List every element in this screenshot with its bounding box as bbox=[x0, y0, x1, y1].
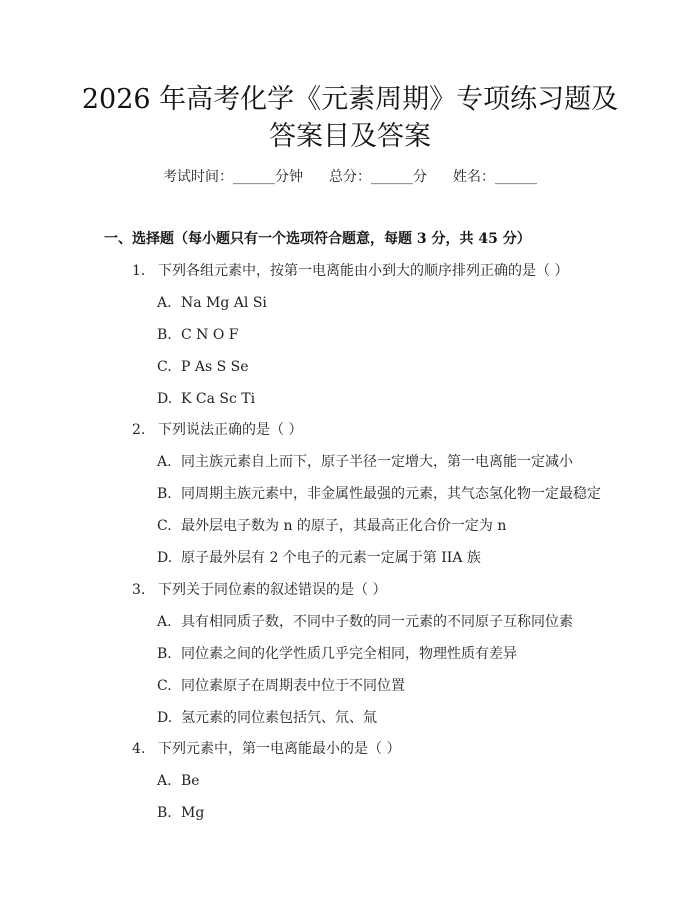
student-name-field: 姓名：______ bbox=[453, 169, 537, 185]
option-label: A. bbox=[157, 614, 172, 630]
question-stem: 下列关于同位素的叙述错误的是（ ） bbox=[158, 582, 387, 598]
option-label: B. bbox=[157, 646, 172, 662]
question-2 bbox=[132, 420, 302, 440]
option-text: K Ca Sc Ti bbox=[181, 391, 256, 407]
option-label: C. bbox=[157, 359, 172, 375]
question-stem: 下列说法正确的是（ ） bbox=[158, 422, 303, 438]
option-1d bbox=[157, 389, 255, 409]
option-label: A. bbox=[157, 454, 172, 470]
question-1 bbox=[132, 261, 568, 281]
option-text: 最外层电子数为 n 的原子，其最高正化合价一定为 n bbox=[181, 518, 507, 534]
option-text: Be bbox=[181, 773, 200, 789]
option-label: D. bbox=[157, 710, 173, 726]
option-1b bbox=[157, 325, 239, 345]
option-3c bbox=[157, 676, 405, 696]
option-label: A. bbox=[157, 773, 172, 789]
question-number: 4. bbox=[132, 741, 146, 757]
question-4 bbox=[132, 739, 400, 759]
option-text: 原子最外层有 2 个电子的元素一定属于第 IIA 族 bbox=[181, 550, 481, 566]
option-1a bbox=[157, 293, 267, 313]
exam-info-row bbox=[0, 167, 700, 187]
option-text: Na Mg Al Si bbox=[181, 295, 267, 311]
option-text: 同位素之间的化学性质几乎完全相同，物理性质有差异 bbox=[181, 646, 517, 662]
option-label: B. bbox=[157, 805, 172, 821]
section-heading: 一、选择题（每小题只有一个选项符合题意，每题 3 分，共 45 分） bbox=[104, 231, 531, 247]
exam-time-field: 考试时间：______分钟 bbox=[163, 169, 303, 185]
question-stem: 下列各组元素中，按第一电离能由小到大的顺序排列正确的是（ ） bbox=[158, 263, 569, 279]
option-4a bbox=[157, 771, 200, 791]
option-label: C. bbox=[157, 518, 172, 534]
option-text: 氢元素的同位素包括氕、氘、氚 bbox=[181, 710, 377, 726]
option-label: A. bbox=[157, 295, 172, 311]
question-number: 1. bbox=[132, 263, 146, 279]
option-text: 具有相同质子数，不同中子数的同一元素的不同原子互称同位素 bbox=[181, 614, 573, 630]
question-number: 3. bbox=[132, 582, 146, 598]
option-label: D. bbox=[157, 391, 173, 407]
option-text: Mg bbox=[181, 805, 205, 821]
option-2d bbox=[157, 548, 481, 568]
option-2b bbox=[157, 484, 601, 504]
option-text: 同主族元素自上而下，原子半径一定增大，第一电离能一定减小 bbox=[181, 454, 573, 470]
option-3b bbox=[157, 644, 517, 664]
option-2c bbox=[157, 516, 506, 536]
option-text: 同位素原子在周期表中位于不同位置 bbox=[181, 678, 405, 694]
option-text: 同周期主族元素中，非金属性最强的元素，其气态氢化物一定最稳定 bbox=[181, 486, 601, 502]
document-title-line-2: 答案目及答案 bbox=[269, 121, 431, 152]
option-3a bbox=[157, 612, 573, 632]
question-3 bbox=[132, 580, 386, 600]
question-stem: 下列元素中，第一电离能最小的是（ ） bbox=[158, 741, 401, 757]
option-text: C N O F bbox=[181, 327, 239, 343]
option-text: P As S Se bbox=[181, 359, 249, 375]
option-label: B. bbox=[157, 486, 172, 502]
document-title-line-1: 2026 年高考化学《元素周期》专项练习题及 bbox=[81, 84, 619, 115]
option-4b bbox=[157, 803, 204, 823]
option-2a bbox=[157, 452, 573, 472]
option-3d bbox=[157, 708, 377, 728]
option-1c bbox=[157, 357, 249, 377]
option-label: C. bbox=[157, 678, 172, 694]
question-number: 2. bbox=[132, 422, 146, 438]
option-label: D. bbox=[157, 550, 173, 566]
option-label: B. bbox=[157, 327, 172, 343]
total-score-field: 总分：______分 bbox=[329, 169, 427, 185]
